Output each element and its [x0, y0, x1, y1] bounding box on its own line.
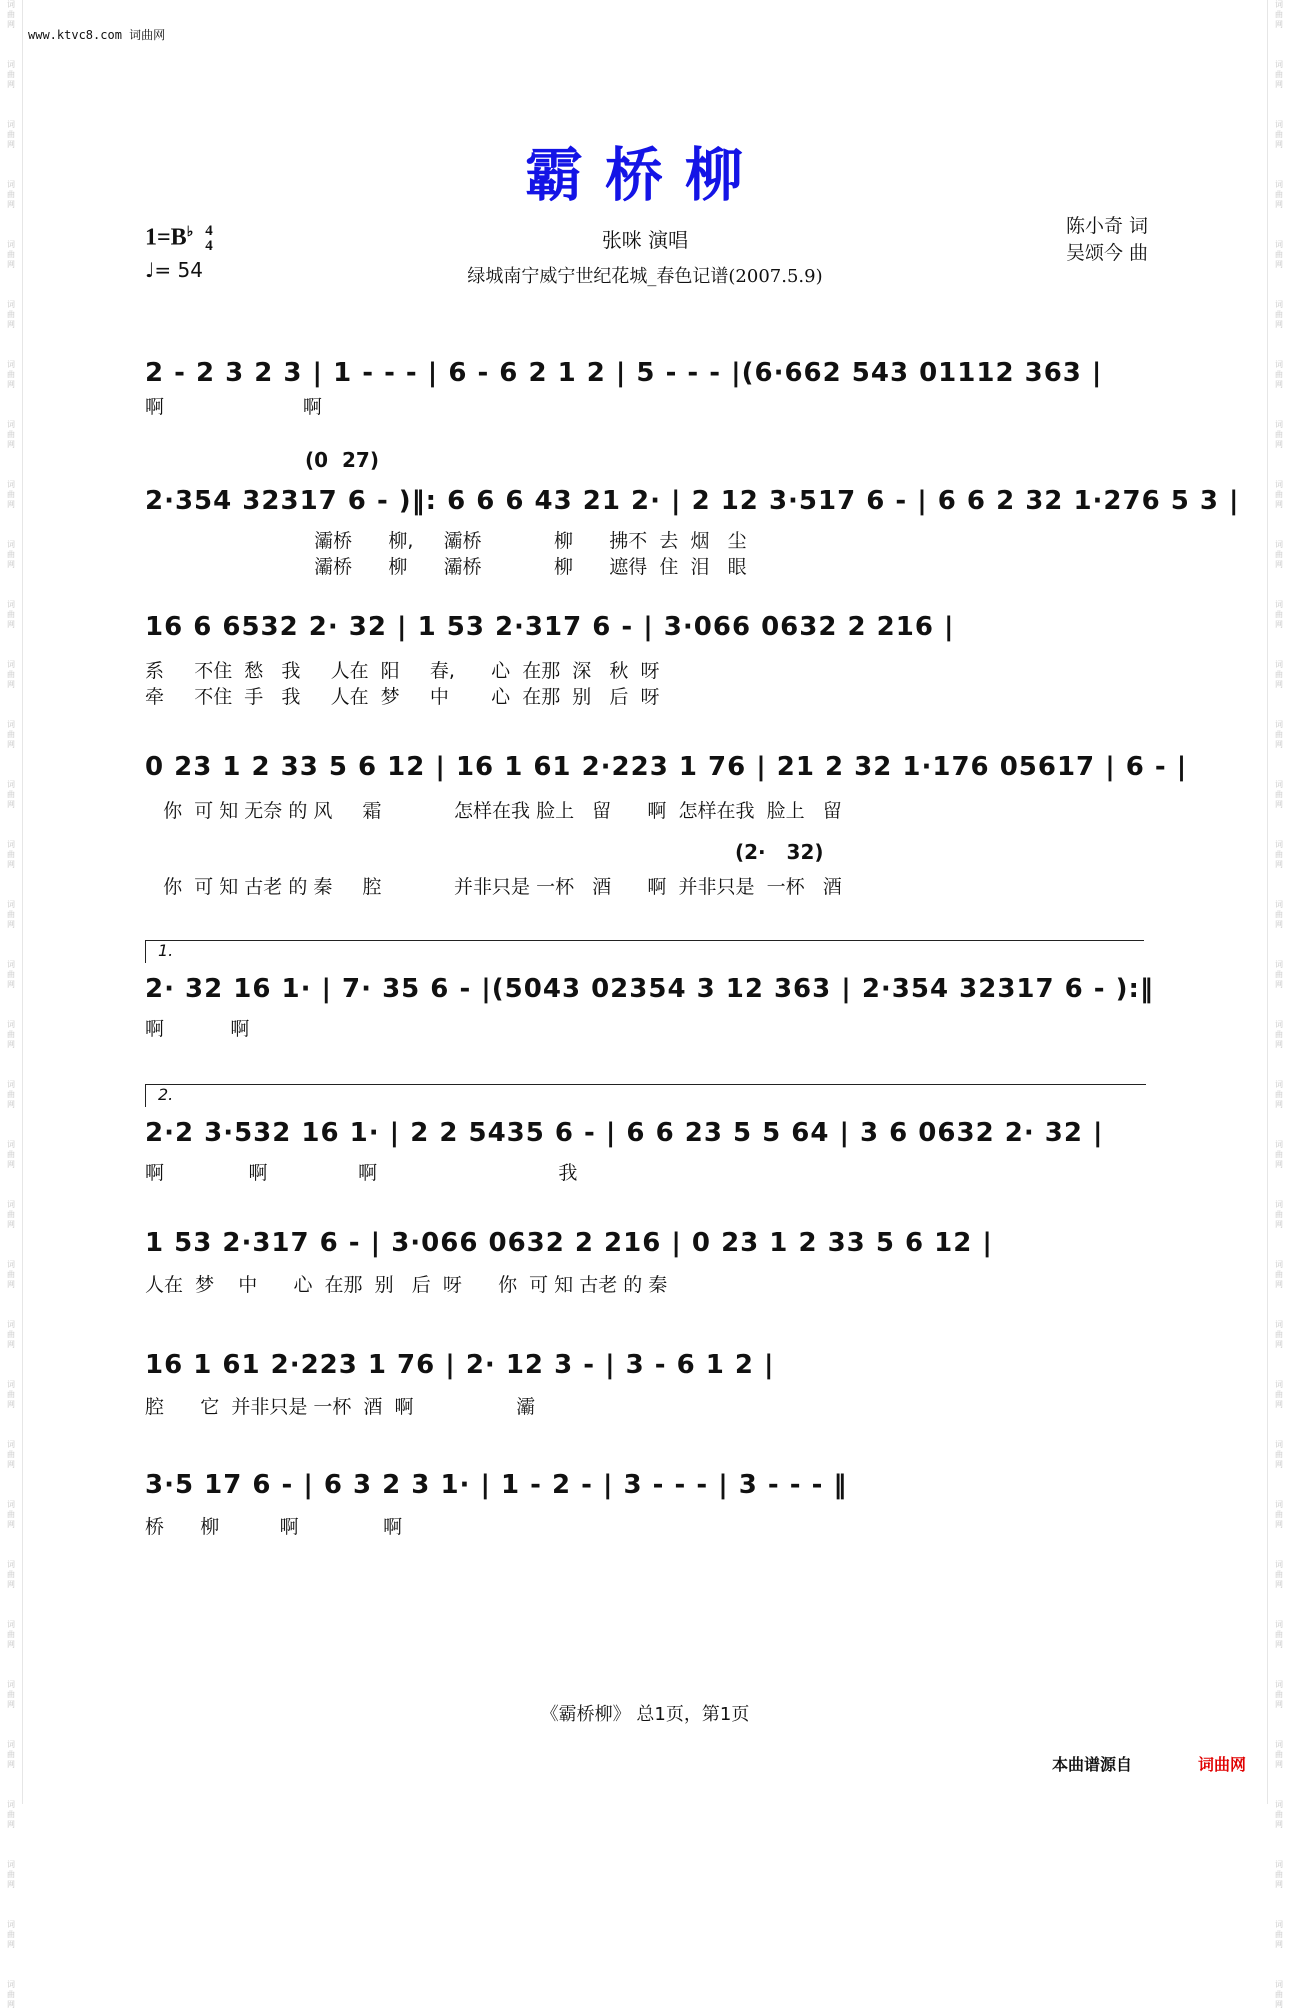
- watermark-text: 词 曲 网: [1275, 780, 1283, 809]
- watermark-text: 词 曲 网: [7, 840, 15, 869]
- ending-number: 1.: [158, 941, 174, 960]
- watermark-text: 词 曲 网: [1275, 60, 1283, 89]
- watermark-text: 词 曲 网: [7, 1140, 15, 1169]
- watermark-text: 词 曲 网: [1275, 480, 1283, 509]
- watermark-text: 词 曲 网: [7, 780, 15, 809]
- watermark-text: 词 曲 网: [7, 300, 15, 329]
- watermark-text: 词 曲 网: [1275, 600, 1283, 629]
- watermark-text: 词 曲 网: [7, 180, 15, 209]
- watermark-text: 词 曲 网: [1275, 540, 1283, 569]
- notation-line: 16 6 6532 2· 32 | 1 53 2·317 6 - | 3·066 0632 2 216 |: [145, 612, 955, 642]
- watermark-text: 词 曲 网: [1275, 1260, 1283, 1289]
- watermark-text: 词 曲 网: [7, 1260, 15, 1289]
- song-title: 霸桥柳: [524, 141, 765, 209]
- watermark-text: 词 曲 网: [1275, 660, 1283, 689]
- watermark-text: 词 曲 网: [7, 1080, 15, 1109]
- watermark-text: 词 曲 网: [1275, 1980, 1283, 2009]
- watermark-text: 词 曲 网: [7, 120, 15, 149]
- notation-line: 1 53 2·317 6 - | 3·066 0632 2 216 | 0 23 1 2 33 5 6 12 |: [145, 1228, 993, 1258]
- watermark-text: 词 曲 网: [1275, 1920, 1283, 1949]
- watermark-text: 词 曲 网: [1275, 1860, 1283, 1889]
- watermark-text: 词 曲 网: [1275, 1320, 1283, 1349]
- lyrics-line: 啊 啊: [145, 1018, 250, 1040]
- watermark-text: 词 曲 网: [7, 1740, 15, 1769]
- watermark-text: 词 曲 网: [1275, 1440, 1283, 1469]
- composer-credit: 吴颂今 曲: [1065, 242, 1148, 264]
- watermark-text: 词 曲 网: [7, 0, 15, 29]
- watermark-text: 词 曲 网: [7, 480, 15, 509]
- lyrics-line-verse-2: 牵 不住 手 我 人在 梦 中 心 在那 别 后 呀: [145, 686, 660, 708]
- watermark-text: 词 曲 网: [1275, 1200, 1283, 1229]
- source-site-link[interactable]: 词曲网: [1198, 1755, 1247, 1774]
- watermark-text: 词 曲 网: [7, 900, 15, 929]
- watermark-text: 词 曲 网: [7, 60, 15, 89]
- watermark-text: 词 曲 网: [7, 1920, 15, 1949]
- watermark-text: 词 曲 网: [1275, 1380, 1283, 1409]
- watermark-text: 词 曲 网: [1275, 960, 1283, 989]
- watermark-text: 词 曲 网: [1275, 1740, 1283, 1769]
- watermark-text: 词 曲 网: [1275, 120, 1283, 149]
- watermark-text: 词 曲 网: [7, 960, 15, 989]
- watermark-text: 词 曲 网: [7, 600, 15, 629]
- watermark-text: 词 曲 网: [7, 720, 15, 749]
- transcription-note: 绿城南宁威宁世纪花城_春色记谱(2007.5.9): [467, 266, 823, 287]
- watermark-text: 词 曲 网: [1275, 900, 1283, 929]
- watermark-text: 词 曲 网: [1275, 1680, 1283, 1709]
- watermark-text: 词 曲 网: [1275, 300, 1283, 329]
- watermark-text: 词 曲 网: [7, 240, 15, 269]
- watermark-text: 词 曲 网: [1275, 1800, 1283, 1829]
- watermark-text: 词 曲 网: [7, 1200, 15, 1229]
- watermark-text: 词 曲 网: [1275, 1620, 1283, 1649]
- watermark-text: 词 曲 网: [1275, 720, 1283, 749]
- flat-icon: ♭: [186, 225, 194, 240]
- watermark-text: 词 曲 网: [1275, 840, 1283, 869]
- watermark-text: 词 曲 网: [7, 360, 15, 389]
- watermark-text: 词 曲 网: [1275, 420, 1283, 449]
- singer-credit: 张咪 演唱: [601, 228, 689, 252]
- notation-line: 2 - 2 3 2 3 | 1 - - - | 6 - 6 2 1 2 | 5 - - - |(6·662 543 01112 363 |: [145, 358, 1103, 388]
- notation-line: 2· 32 16 1· | 7· 35 6 - |(5043 02354 3 12 363 | 2·354 32317 6 - ):‖: [145, 974, 1154, 1004]
- source-label: 本曲谱源自: [1052, 1755, 1133, 1774]
- annotation: (2· 32): [735, 840, 824, 864]
- watermark-text: 词 曲 网: [7, 1800, 15, 1829]
- lyrics-line: 啊 啊 啊 我: [145, 1162, 578, 1184]
- watermark-text: 词 曲 网: [7, 1620, 15, 1649]
- time-top: 4: [205, 223, 213, 239]
- tempo-mark: ♩= 54: [145, 258, 203, 282]
- watermark-text: 词 曲 网: [7, 1320, 15, 1349]
- watermark-text: 词 曲 网: [7, 540, 15, 569]
- site-label[interactable]: www.ktvc8.com 词曲网: [28, 28, 166, 42]
- lyrics-line-verse-1: 系 不住 愁 我 人在 阳 春, 心 在那 深 秋 呀: [145, 660, 660, 682]
- notation-line: 16 1 61 2·223 1 76 | 2· 12 3 - | 3 - 6 1 2 |: [145, 1350, 775, 1380]
- second-ending-bracket: [145, 1084, 1146, 1107]
- watermark-text: 词 曲 网: [1275, 1500, 1283, 1529]
- notation-line: 0 23 1 2 33 5 6 12 | 16 1 61 2·223 1 76 | 21 2 32 1·176 05617 | 6 - |: [145, 752, 1188, 782]
- lyrics-line-verse-2: 灞桥 柳 灞桥 柳 遮得 住 泪 眼: [145, 556, 747, 578]
- watermark-text: 词 曲 网: [1275, 180, 1283, 209]
- watermark-text: 词 曲 网: [7, 1020, 15, 1049]
- first-ending-bracket: [145, 940, 1144, 963]
- watermark-text: 词 曲 网: [7, 420, 15, 449]
- key-label: 1=B: [145, 224, 187, 251]
- watermark-text: 词 曲 网: [7, 1680, 15, 1709]
- page-footer: 《霸桥柳》 总1页，第1页: [540, 1704, 750, 1725]
- notation-line: 2·354 32317 6 - )‖: 6 6 6 43 21 2· | 2 12 3·517 6 - | 6 6 2 32 1·276 5 3 |: [145, 486, 1240, 516]
- watermark-text: 词 曲 网: [7, 1560, 15, 1589]
- watermark-text: 词 曲 网: [7, 1380, 15, 1409]
- lyrics-line-verse-1: 灞桥 柳, 灞桥 柳 拂不 去 烟 尘: [145, 530, 747, 552]
- watermark-text: 词 曲 网: [7, 1440, 15, 1469]
- watermark-text: 词 曲 网: [7, 1980, 15, 2009]
- watermark-text: 词 曲 网: [1275, 360, 1283, 389]
- annotation: (0 27): [305, 448, 379, 472]
- lyrics-line: 腔 它 并非只是 一杯 酒 啊 灞: [145, 1396, 536, 1418]
- watermark-text: 词 曲 网: [7, 660, 15, 689]
- watermark-text: 词 曲 网: [7, 1500, 15, 1529]
- lyrics-line-verse-1: 你 可 知 无奈 的 风 霜 怎样在我 脸上 留 啊 怎样在我 脸上 留: [145, 800, 842, 822]
- lyricist-credit: 陈小奇 词: [1065, 215, 1148, 237]
- lyrics-line: 啊 啊: [145, 396, 322, 418]
- notation-line: 2·2 3·532 16 1· | 2 2 5435 6 - | 6 6 23 5 5 64 | 3 6 0632 2· 32 |: [145, 1118, 1104, 1148]
- watermark-text: 词 曲 网: [1275, 0, 1283, 29]
- watermark-text: 词 曲 网: [1275, 1020, 1283, 1049]
- ending-number: 2.: [158, 1085, 174, 1104]
- lyrics-line: 人在 梦 中 心 在那 别 后 呀 你 可 知 古老 的 秦: [145, 1274, 668, 1296]
- notation-line: 3·5 17 6 - | 6 3 2 3 1· | 1 - 2 - | 3 - - - | 3 - - - ‖: [145, 1470, 848, 1500]
- watermark-text: 词 曲 网: [1275, 1560, 1283, 1589]
- time-bottom: 4: [205, 238, 213, 254]
- watermark-text: 词 曲 网: [1275, 1140, 1283, 1169]
- watermark-text: 词 曲 网: [1275, 1080, 1283, 1109]
- watermark-text: 词 曲 网: [7, 1860, 15, 1889]
- lyrics-line-verse-2: 你 可 知 古老 的 秦 腔 并非只是 一杯 酒 啊 并非只是 一杯 酒: [145, 876, 842, 898]
- watermark-text: 词 曲 网: [1275, 240, 1283, 269]
- lyrics-line: 桥 柳 啊 啊: [145, 1516, 403, 1538]
